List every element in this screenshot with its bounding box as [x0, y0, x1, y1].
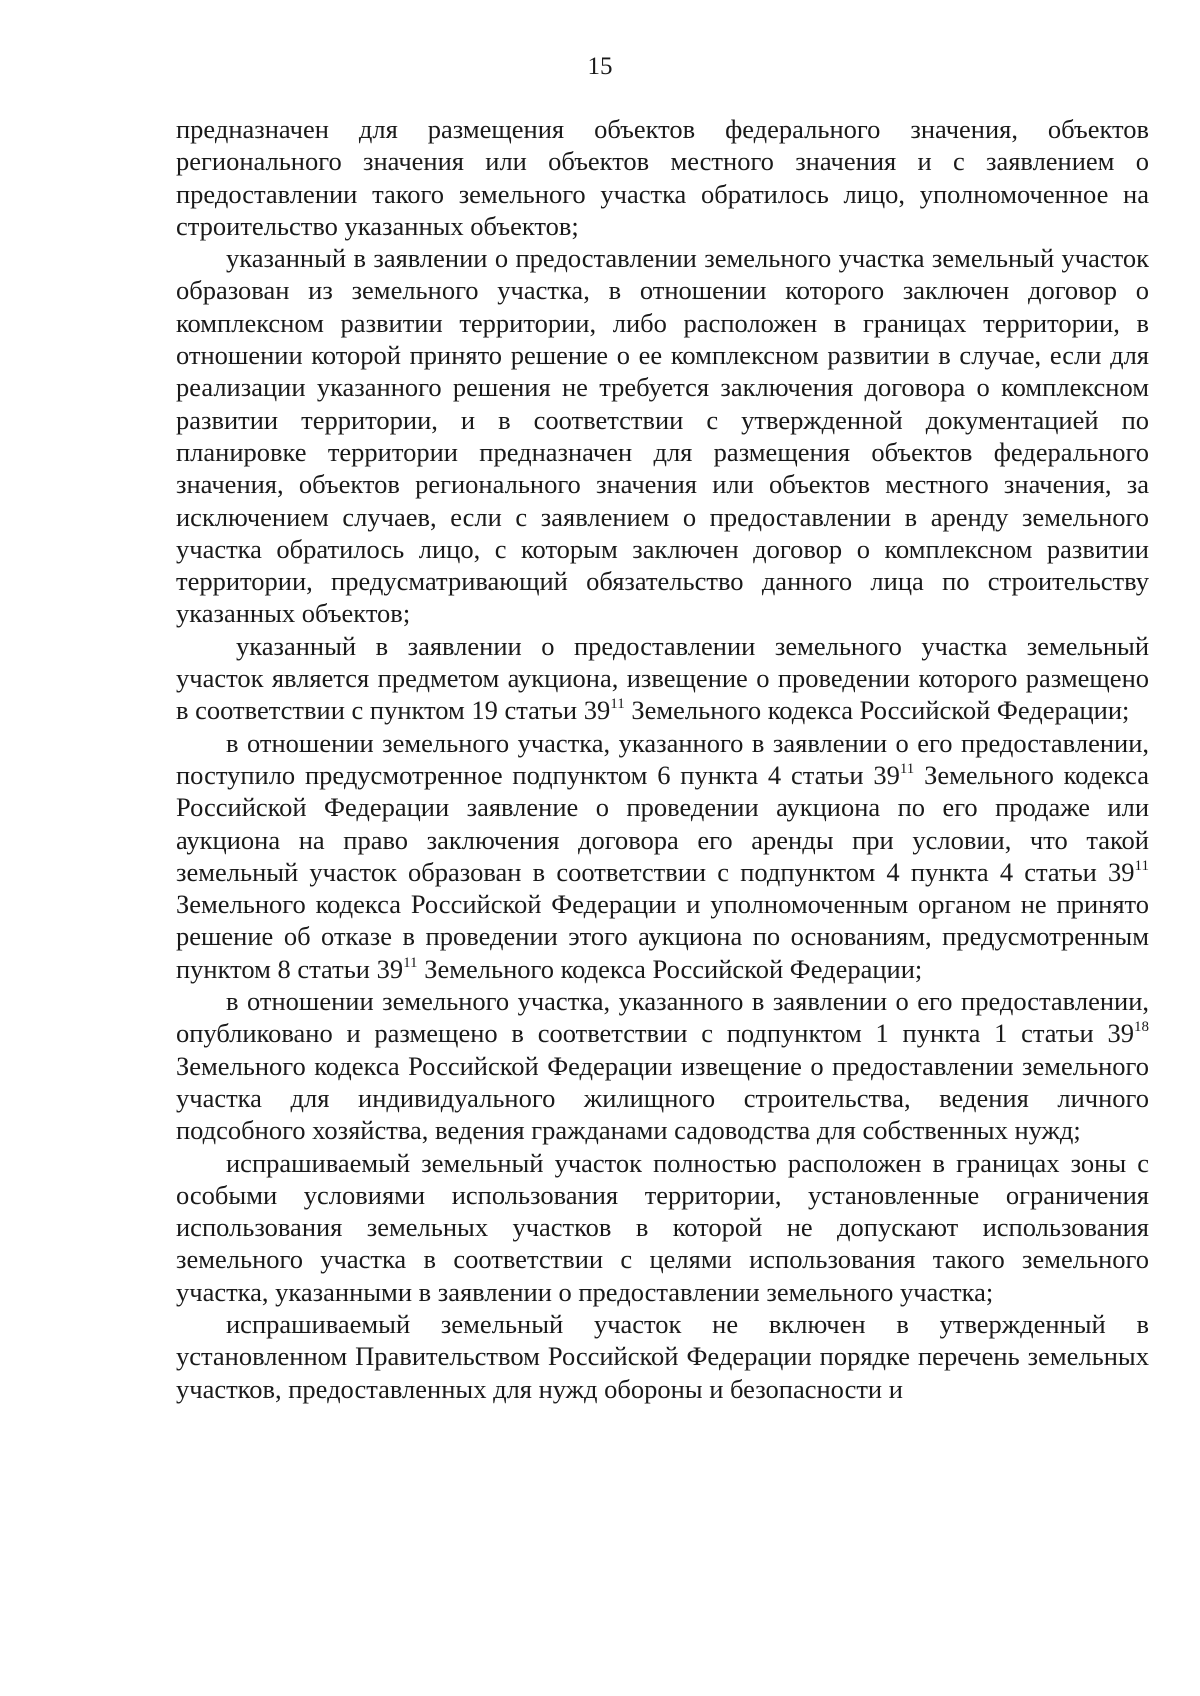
- superscript: 11: [610, 696, 625, 713]
- paragraph-3: указанный в заявлении о предоставлении земельного участка земельный участок является предметом аукциона, извещение о проведении которого размещено в соответствии с пунктом 19 статьи $39^{11}$ Земельного кодекса Российской Федерации;: [176, 630, 1149, 726]
- document-body: [176, 113, 1149, 1405]
- superscript: 11: [1134, 857, 1149, 874]
- page-number: 15: [587, 53, 613, 80]
- superscript: 18: [1134, 1019, 1149, 1036]
- superscript: 11: [403, 954, 418, 971]
- paragraph-5: в отношении земельного участка, указанного в заявлении о его предоставлении, опубликовано и размещено в соответствии с подпунктом 1 пункта 1 статьи $39^{18}$ Земельного кодекса Российской Федерации извещение о предоставлении земельного участка для индивидуального жилищного строительства, ведения личного подсобного хозяйства, ведения гражданами садоводства для собственных нужд;: [176, 986, 1149, 1146]
- superscript: 11: [899, 760, 915, 777]
- paragraph-1: предназначен для размещения объектов федерального значения, объектов регионального значения или объектов местного значения и с заявлением о предоставлении такого земельного участка обратилось лицо, уполномоченное на строительство указанных объектов;: [176, 114, 1149, 241]
- paragraph-6: испрашиваемый земельный участок полностью расположен в границах зоны с особыми условиями использования территории, установленные ограничения использования земельных участков в которой не допускают использования земельного участка в соответствии с целями использования такого земельного участка, указанными в заявлении о предоставлении земельного участка;: [176, 1147, 1149, 1307]
- paragraph-4: в отношении земельного участка, указанного в заявлении о его предоставлении, поступило предусмотренное подпунктом 6 пункта 4 статьи $39^{11}$ Земельного кодекса Российской Федерации заявление о проведении аукциона по его продаже или аукциона на право заключения договора его аренды при условии, что такой земельный участок образован в соответствии с подпунктом 4 пункта 4 статьи $39^{11}$ Земельного кодекса Российской Федерации и уполномоченным органом не принято решение об отказе в проведении этого аукциона по основаниям, предусмотренным пунктом 8 статьи $39^{11}$ Земельного кодекса Российской Федерации;: [176, 727, 1149, 984]
- paragraph-2: указанный в заявлении о предоставлении земельного участка земельный участок образован из земельного участка, в отношении которого заключен договор о комплексном развитии территории, либо расположен в границах территории, в отношении которой принято решение о ее комплексном развитии в случае, если для реализации указанного решения не требуется заключения договора о комплексном развитии территории, и в соответствии с утвержденной документацией по планировке территории предназначен для размещения объектов федерального значения, объектов регионального значения или объектов местного значения, за исключением случаев, если с заявлением о предоставлении в аренду земельного участка обратилось лицо, с которым заключен договор о комплексном развитии территории, предусматривающий обязательство данного лица по строительству указанных объектов;: [176, 243, 1149, 629]
- paragraph-7: испрашиваемый земельный участок не включен в утвержденный в установленном Правительством Российской Федерации порядке перечень земельных участков, предоставленных для нужд обороны и безопасности и: [176, 1308, 1149, 1404]
